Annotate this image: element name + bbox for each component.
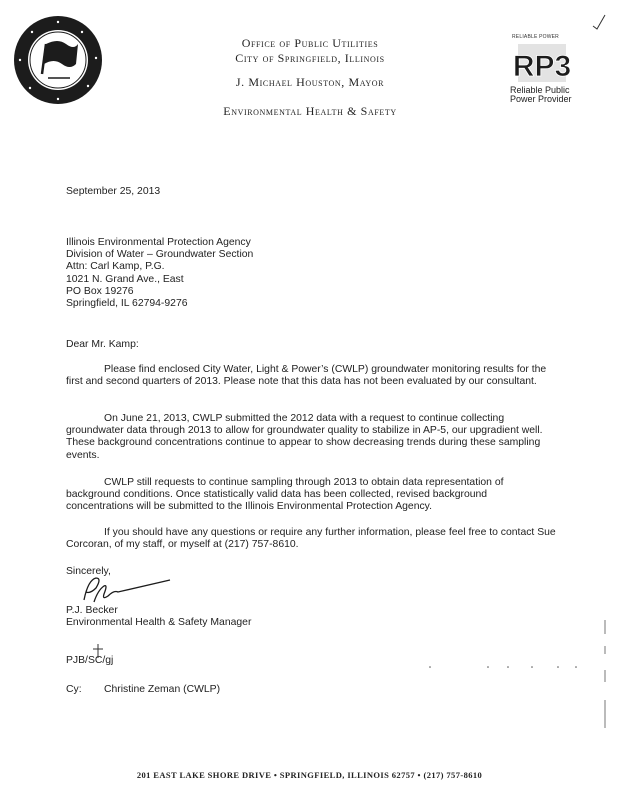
scan-dots xyxy=(428,664,578,670)
check-mark-icon xyxy=(592,14,606,30)
address-line: Attn: Carl Kamp, P.G. xyxy=(66,261,165,273)
letter-date: September 25, 2013 xyxy=(66,186,161,197)
body-paragraph: Please find enclosed City Water, Light & Power’s (CWLP) groundwater monitoring results for the first and second quarters of 2013. Please note that this data has not been evaluated by our consultant. xyxy=(66,364,547,388)
recipient-address xyxy=(66,237,566,310)
signer-name: P.J. Becker xyxy=(66,605,118,616)
body-paragraph: On June 21, 2013, CWLP submitted the 2012 data with a request to continue collecting groundwater data through 2013 to allow for groundwater quality to stabilize in AP-5, our upgradient well. These background concentrations continue to appear to show decreasing trends during these sampling events. xyxy=(66,413,543,461)
letterhead-footer: 201 EAST LAKE SHORE DRIVE • SPRINGFIELD, ILLINOIS 62757 • (217) 757-8610 xyxy=(136,770,483,780)
scan-edge-marks xyxy=(600,620,610,730)
rr-mark-text: RP3 xyxy=(512,50,572,83)
valediction: Sincerely, xyxy=(66,566,111,577)
rr-tagline: Reliable Public Power Provider xyxy=(510,85,572,104)
cc-name: Christine Zeman (CWLP) xyxy=(104,684,221,695)
letterhead-city: City of Springfield, Illinois xyxy=(235,51,385,65)
handwritten-signature xyxy=(74,572,174,606)
letterhead-mayor: J. Michael Houston, Mayor xyxy=(235,75,385,89)
address-line: Illinois Environmental Protection Agency xyxy=(66,237,251,248)
address-line: PO Box 19276 xyxy=(66,285,134,297)
salutation: Dear Mr. Kamp: xyxy=(66,339,139,350)
address-line: Springfield, IL 62794-9276 xyxy=(66,298,188,310)
signer-title: Environmental Health & Safety Manager xyxy=(66,617,252,628)
cc-label: Cy: xyxy=(66,684,82,695)
city-seal-logo xyxy=(12,14,104,106)
address-line: 1021 N. Grand Ave., East xyxy=(66,273,184,285)
rr-mark-icon xyxy=(512,40,572,86)
address-line: Division of Water – Groundwater Section xyxy=(66,249,254,261)
letterhead-office: Office of Public Utilities xyxy=(241,36,379,50)
body-paragraph: CWLP still requests to continue sampling through 2013 to obtain data representation of background conditions. Once statistically valid data has been collected, revised background concentrations will be submitted to the Illinois Environmental Protection Agency. xyxy=(66,477,504,513)
letterhead-department: Environmental Health & Safety xyxy=(223,104,397,118)
rr-small-text: RELIABLE POWER xyxy=(512,34,559,40)
reliable-public-power-logo xyxy=(508,34,574,108)
reference-initials: PJB/SC/gj xyxy=(66,655,114,666)
body-paragraph: If you should have any questions or require any further information, please feel free to contact Sue Corcoran, of my staff, or myself at (217) 757-8610. xyxy=(66,527,556,551)
